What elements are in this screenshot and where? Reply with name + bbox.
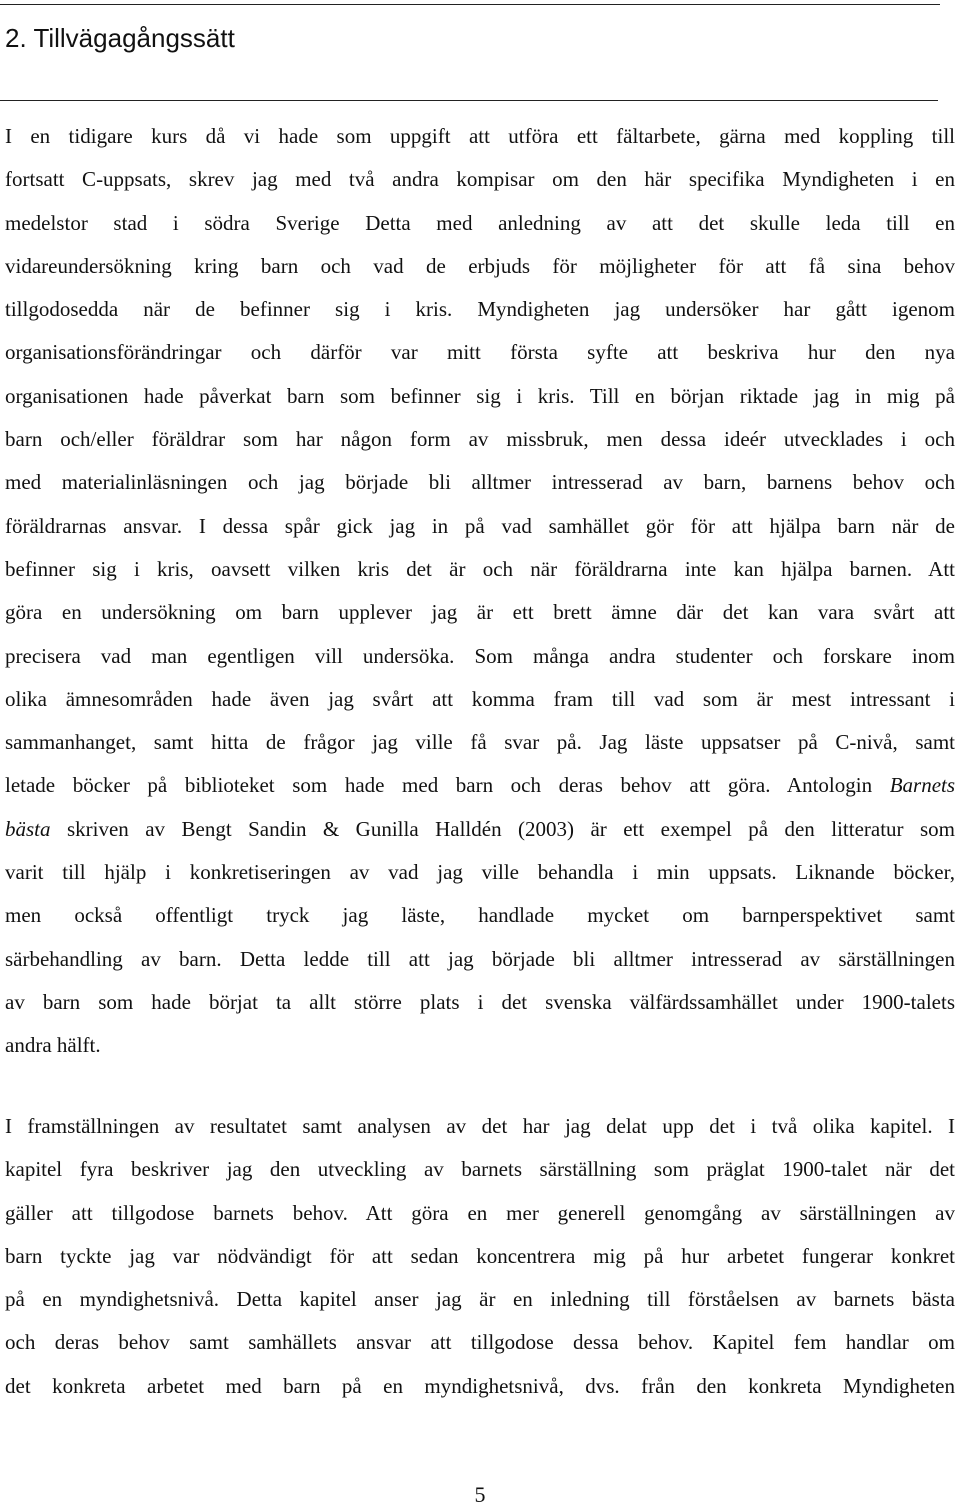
book-title-part: bästa (5, 816, 51, 841)
text-line: medelstor stad i södra Sverige Detta med anledning av att det skulle leda till en (5, 210, 955, 235)
section-heading: 2. Tillvägagångssätt (5, 23, 235, 53)
text-line: organisationsförändringar och därför var mitt första syfte att beskriva hur den nya (5, 340, 955, 365)
text-line: I en tidigare kurs då vi hade som uppgift att utföra ett fältarbete, gärna med koppling till (5, 124, 955, 148)
text-line: andra hälft. (5, 1033, 101, 1058)
text-line: det konkreta arbetet med barn på en myndighetsnivå, dvs. från den konkreta Myndigheten (5, 1373, 955, 1398)
text-line: med materialinläsningen och jag började bli alltmer intresserad av barn, barnens behov och (5, 470, 955, 495)
text-line: kapitel fyra beskriver jag den utveckling av barnets särställning som präglat 1900-talet när det (5, 1157, 955, 1182)
text-line-with-title (5, 808, 955, 851)
body-paragraph-1 (5, 115, 955, 1068)
text-line: särbehandling av barn. Detta ledde till att jag började bli alltmer intresserad av särställningen (5, 946, 955, 971)
text-line: I framställningen av resultatet samt analysen av det har jag delat upp det i två olika kapitel. I (5, 1114, 955, 1138)
text-line: tillgodosedda när de befinner sig i kris. Myndigheten jag undersöker har gått igenom (5, 297, 955, 322)
text-segment: letade böcker på biblioteket som hade med barn och deras behov att göra. Antologin (5, 773, 873, 798)
book-title-part: Barnets (889, 773, 956, 798)
text-line: gäller att tillgodose barnets behov. Att göra en mer generell genomgång av särställningen av (5, 1200, 955, 1225)
text-line: vidareundersökning kring barn och vad de erbjuds för möjligheter för att få sina behov (5, 253, 955, 278)
text-line: sammanhanget, samt hitta de frågor jag ville få svar på. Jag läste uppsatser på C-nivå, samt (5, 730, 955, 755)
text-line: precisera vad man egentligen vill undersöka. Som många andra studenter och forskare inom (5, 643, 955, 668)
text-line: olika ämnesområden hade även jag svårt att komma fram till vad som är mest intressant i (5, 686, 955, 711)
heading-underline-rule (0, 100, 938, 101)
top-rule (0, 4, 940, 5)
text-line: varit till hjälp i konkretiseringen av vad jag ville behandla i min uppsats. Liknande böcker, (5, 860, 955, 885)
text-line: och deras behov samt samhällets ansvar att tillgodose dessa behov. Kapitel fem handlar om (5, 1330, 955, 1355)
text-segment: skriven av Bengt Sandin & Gunilla Halldén (2003) är ett exempel på den litteratur som (66, 816, 956, 841)
body-paragraph-2 (5, 1105, 955, 1408)
text-line: göra en undersökning om barn upplever jag är ett brett ämne där det kan vara svårt att (5, 600, 955, 625)
text-line: organisationen hade påverkat barn som befinner sig i kris. Till en början riktade jag in mig på (5, 383, 955, 408)
text-line: befinner sig i kris, oavsett vilken kris det är och när föräldrarna inte kan hjälpa barnen. Att (5, 556, 955, 581)
text-line: föräldrarnas ansvar. I dessa spår gick jag in på vad samhället gör för att hjälpa barn när de (5, 513, 955, 538)
page-number: 5 (474, 1482, 486, 1507)
text-line-with-title (5, 764, 955, 807)
text-line: barn tyckte jag var nödvändigt för att sedan koncentrera mig på hur arbetet fungerar konkret (5, 1243, 955, 1268)
text-line: men också offentligt tryck jag läste, handlade mycket om barnperspektivet samt (5, 903, 955, 928)
text-line: barn och/eller föräldrar som har någon form av missbruk, men dessa ideér utvecklades i och (5, 427, 955, 452)
text-line: fortsatt C-uppsats, skrev jag med två andra kompisar om den här specifika Myndigheten i en (5, 167, 955, 192)
text-line: av barn som hade börjat ta allt större plats i det svenska välfärdssamhället under 1900-talets (5, 989, 955, 1014)
text-line: på en myndighetsnivå. Detta kapitel anser jag är en inledning till förståelsen av barnets bästa (5, 1287, 955, 1312)
